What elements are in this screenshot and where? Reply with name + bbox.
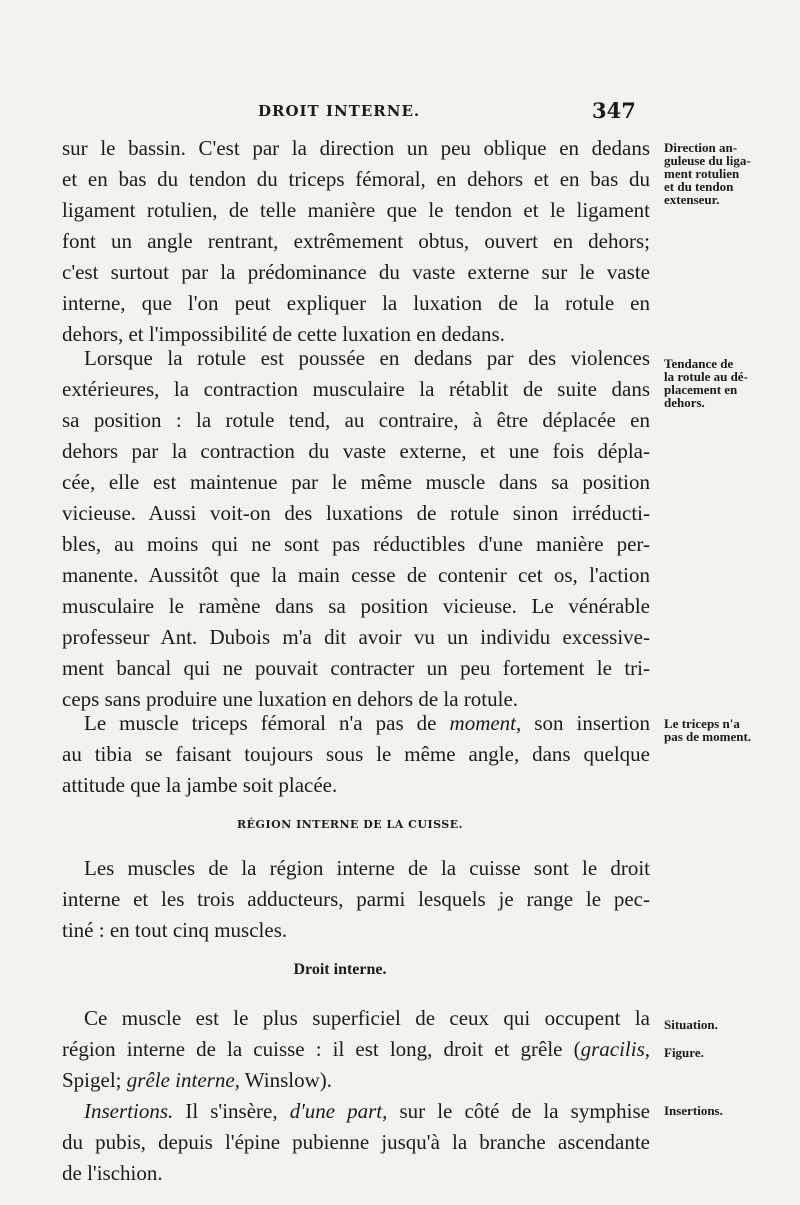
margin-note-direction: Direction an- guleuse du liga- ment rotulien et du tendon extenseur. bbox=[664, 140, 751, 207]
text-line: c'est surtout par la prédominance du vaste externe sur le vaste bbox=[62, 260, 650, 284]
text-line: attitude que la jambe soit placée. bbox=[62, 773, 338, 797]
italic-term: grêle interne, bbox=[126, 1068, 240, 1092]
text-line: manente. Aussitôt que la main cesse de contenir cet os, l'action bbox=[62, 563, 650, 587]
paragraph-droit-interne bbox=[62, 1003, 650, 1096]
paragraph-rotule-luxation bbox=[62, 343, 650, 715]
text-line: Les muscles de la région interne de la cuisse sont le droit bbox=[84, 856, 650, 880]
text-line: sa position : la rotule tend, au contraire, à être déplacée en bbox=[62, 408, 650, 432]
text-line: cée, elle est maintenue par le même muscle dans sa position bbox=[62, 470, 650, 494]
text-line: ment bancal qui ne pouvait contracter un peu fortement le tri- bbox=[62, 656, 650, 680]
margin-note-situation: Situation. bbox=[664, 1017, 718, 1032]
paragraph-continuation bbox=[62, 133, 650, 350]
text-line: interne, que l'on peut expliquer la luxation de la rotule en bbox=[62, 291, 650, 315]
italic-term: moment bbox=[449, 711, 517, 735]
page-number: 347 bbox=[592, 98, 636, 123]
paragraph-region-interne bbox=[62, 853, 650, 946]
margin-note-figure: Figure. bbox=[664, 1045, 704, 1060]
italic-term: gracilis, bbox=[580, 1037, 650, 1061]
text-line: et en bas du tendon du triceps fémoral, en dehors et en bas du bbox=[62, 167, 650, 191]
text-line: professeur Ant. Dubois m'a dit avoir vu un individu excessive- bbox=[62, 625, 650, 649]
italic-term: d'une part, bbox=[289, 1099, 388, 1123]
text-line: au tibia se faisant toujours sous le même angle, dans quelque bbox=[62, 742, 650, 766]
text-line: Insertions. Il s'insère, d'une part, sur le côté de la symphise bbox=[84, 1099, 651, 1123]
text-line: tiné : en tout cinq muscles. bbox=[62, 918, 288, 942]
text-line: musculaire le ramène dans sa position vicieuse. Le vénérable bbox=[62, 594, 650, 618]
text-line: Ce muscle est le plus superficiel de ceux qui occupent la bbox=[84, 1006, 650, 1030]
muscle-heading: Droit interne. bbox=[293, 961, 387, 978]
text-line: région interne de la cuisse : il est long, droit et grêle (gracilis, bbox=[62, 1037, 650, 1061]
text-line: Le muscle triceps fémoral n'a pas de moment, son insertion bbox=[84, 711, 650, 735]
margin-note-tendance: Tendance de la rotule au dé- placement en dehors. bbox=[664, 356, 748, 410]
margin-note-insertions: Insertions. bbox=[664, 1103, 723, 1118]
text-line: vicieuse. Aussi voit-on des luxations de rotule sinon irréducti- bbox=[62, 501, 650, 525]
section-heading: RÉGION INTERNE DE LA CUISSE. bbox=[237, 818, 463, 831]
text-line: interne et les trois adducteurs, parmi lesquels je range le pec- bbox=[62, 887, 650, 911]
text-line: ceps sans produire une luxation en dehors de la rotule. bbox=[62, 687, 519, 711]
text-line: bles, au moins qui ne sont pas réductibles d'une manière per- bbox=[62, 532, 650, 556]
text-line: de l'ischion. bbox=[62, 1161, 163, 1185]
paragraph-triceps-moment bbox=[62, 708, 650, 801]
paragraph-insertions bbox=[62, 1096, 650, 1189]
text-line: Lorsque la rotule est poussée en dedans par des violences bbox=[84, 346, 650, 370]
text-line: dehors par la contraction du vaste externe, et une fois dépla- bbox=[62, 439, 650, 463]
text-line: du pubis, depuis l'épine pubienne jusqu'à la branche ascendante bbox=[62, 1130, 650, 1154]
text-line: Spigel; grêle interne, Winslow). bbox=[62, 1068, 333, 1092]
running-header-title: DROIT INTERNE. bbox=[258, 102, 421, 120]
text-line: font un angle rentrant, extrêmement obtus, ouvert en dehors; bbox=[62, 229, 650, 253]
italic-term: Insertions. bbox=[84, 1099, 174, 1123]
text-line: dehors, et l'impossibilité de cette luxation en dedans. bbox=[62, 322, 505, 346]
text-line: ligament rotulien, de telle manière que le tendon et le ligament bbox=[62, 198, 650, 222]
text-line: extérieures, la contraction musculaire la rétablit de suite dans bbox=[62, 377, 650, 401]
text-line: sur le bassin. C'est par la direction un peu oblique en dedans bbox=[62, 136, 650, 160]
margin-note-triceps: Le triceps n'a pas de moment. bbox=[664, 716, 752, 744]
